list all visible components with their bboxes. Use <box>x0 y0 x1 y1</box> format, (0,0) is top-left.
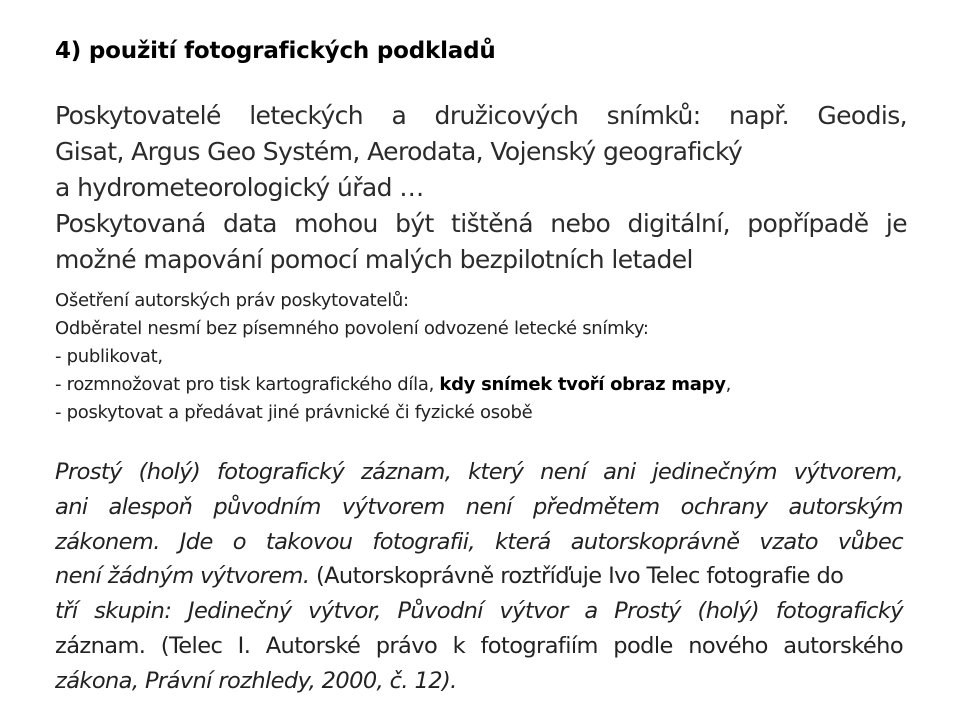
providers-line-5: možné mapování pomocí malých bezpilotních letadel <box>55 245 693 274</box>
item-reproduce-emphasis: kdy snímek tvoří obraz mapy <box>439 374 726 395</box>
quote-line-2: ani alespoň původním výtvorem není předmětem ochrany autorským <box>55 493 903 520</box>
providers-line-2: Gisat, Argus Geo Systém, Aerodata, Vojenský geografický <box>55 137 743 166</box>
providers-line-4: Poskytovaná data mohou být tištěná nebo digitální, popřípadě je <box>55 209 907 238</box>
copyright-item-reproduce <box>55 371 915 399</box>
copyright-item-provide: - poskytovat a předávat jiné právnické či fyzické osobě <box>55 402 533 423</box>
copyright-intro: Odběratel nesmí bez písemného povolení odvozené letecké snímky: <box>55 318 649 339</box>
quote-line-1: Prostý (holý) fotografický záznam, který není ani jedinečným výtvorem, <box>55 459 903 485</box>
quote-line-6: záznam. (Telec I. Autorské právo k fotografiím podle nového autorského <box>55 632 903 659</box>
providers-paragraph <box>55 98 907 278</box>
quote-line-3: zákonem. Jde o takovou fotografii, která autorskoprávně vzato vůbec <box>55 528 903 555</box>
slide-title: 4) použití fotografických podkladů <box>55 38 496 64</box>
quote-line-7: zákona, Právní rozhledy, 2000, č. 12). <box>55 667 457 694</box>
copyright-section <box>55 287 915 427</box>
providers-line-3: a hydrometeorologický úřad … <box>55 173 424 202</box>
copyright-item-publish: - publikovat, <box>55 346 163 367</box>
item-reproduce-comma: , <box>725 374 732 395</box>
providers-line-1: Poskytovatelé leteckých a družicových snímků: např. Geodis, <box>55 101 907 130</box>
quote-line-4-normal: (Autorskoprávně roztříďuje Ivo Telec fotografie do <box>309 563 844 590</box>
quote-paragraph <box>55 455 903 699</box>
quote-line-5: tří skupin: Jedinečný výtvor, Původní výtvor a Prostý (holý) fotografický <box>55 598 903 625</box>
quote-line-4 <box>55 559 903 594</box>
copyright-heading: Ošetření autorských práv poskytovatelů: <box>55 290 409 311</box>
quote-line-4-italic: není žádným výtvorem. <box>55 563 310 590</box>
item-reproduce-text: - rozmnožovat pro tisk kartografického díla, <box>55 374 440 395</box>
